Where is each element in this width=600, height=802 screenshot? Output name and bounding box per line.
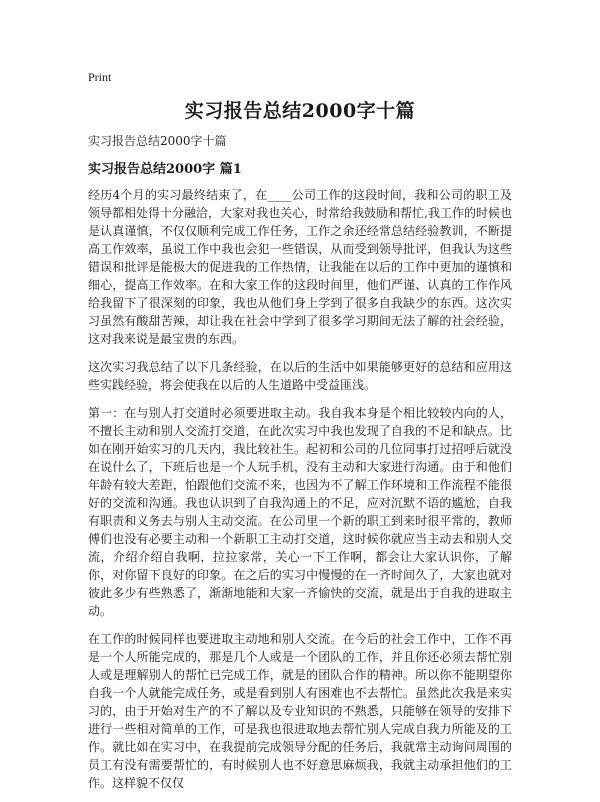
document-body xyxy=(88,186,512,802)
paragraph-2: 这次实习我总结了以下几条经验，在以后的生活中如果能够更好的总结和应用这些实践经验，将会使我在以后的人生道路中受益匪浅。 xyxy=(88,360,512,392)
print-label[interactable]: Print xyxy=(88,70,112,84)
section-heading: 实习报告总结2000字 篇1 xyxy=(88,162,242,177)
paragraph-3: 第一：在与别人打交道时必须要进取主动。我自我本身是个相比较较内向的人，不擅长主动和别人交流打交道，在此次实习中我也发现了自我的不足和缺点。比如在刚开始实习的几天内，我比较社生。起初和公司的几位同事打过招呼后就没在说什么了，下班后也是一个人玩手机，没有主动和大家进行沟通。由于和他们年龄有较大差距，怕跟他们交流不来，也因为不了解工作环境和工作流程不能很好的交流和沟通。我也认识到了自我沟通上的不足，应对沉默不语的尴尬，自我有职责和义务去与别人主动交流。在公司里一个新的职工到来时很平常的，教师傅们也没有必要主动和一个新职工主动打交道，这时候你就应当主动去和别人交流，介绍介绍自我啊，拉拉家常，关心一下工作啊，都会让大家认识你，了解你，对你留下良好的印象。在之后的实习中慢慢的在一齐时间久了，大家也就对彼此多少有些熟悉了，渐渐地能和大家一齐愉快的交流，就是出于自我的进取主动。 xyxy=(88,406,512,618)
paragraph-1: 经历4个月的实习最终结束了，在____公司工作的这段时间，我和公司的职工及领导都相处得十分融洽，大家对我也关心，时常给我鼓励和帮忙,我工作的时候也是认真谨慎，不仅仅顺利完成工作任务，工作之余还经常总结经验教训，不断提高工作效率，虽说工作中我也会犯一些错误，从而受到领导批评，但我认为这些错误和批评是能极大的促进我的工作热情，让我能在以后的工作中更加的谨慎和细心，提高工作效率。在和大家工作的这段时间里，他们严谨、认真的工作作风给我留下了很深刻的印象，我也从他们身上学到了很多自我缺少的东西。这次实习虽然有酸甜苦辣，却让我在社会中学到了很多学习期间无法了解的社会经验，这对我来说是最宝贵的东西。 xyxy=(88,188,512,346)
paragraph-4: 在工作的时候同样也要进取主动地和别人交流。在今后的社会工作中，工作不再是一个人所能完成的，那是几个人或是一个团队的工作，并且你还必须去帮忙别人或是理解别人的帮忙已完成工作，就是的团队合作的精神。所以你不能期望你自我一个人就能完成任务，或是看到别人有困难也不去帮忙。虽然此次我是来实习的，由于开始对生产的不了解以及专业知识的不熟悉，只能够在领导的安排下进行一些相对简单的工作，可是我也很进取地去帮忙别人完成自我力所能及的工作。就比如在实习中，在我提前完成领导分配的任务后，我就常主动询问周围的员工有没有需要帮忙的，有时候别人也不好意思麻烦我，我就主动承担他们的工作。这样貌不仅仅 xyxy=(88,632,512,790)
document-page xyxy=(88,0,512,790)
document-subtitle: 实习报告总结2000字十篇 xyxy=(88,134,227,148)
page-title: 实习报告总结2000字十篇 xyxy=(184,100,416,122)
